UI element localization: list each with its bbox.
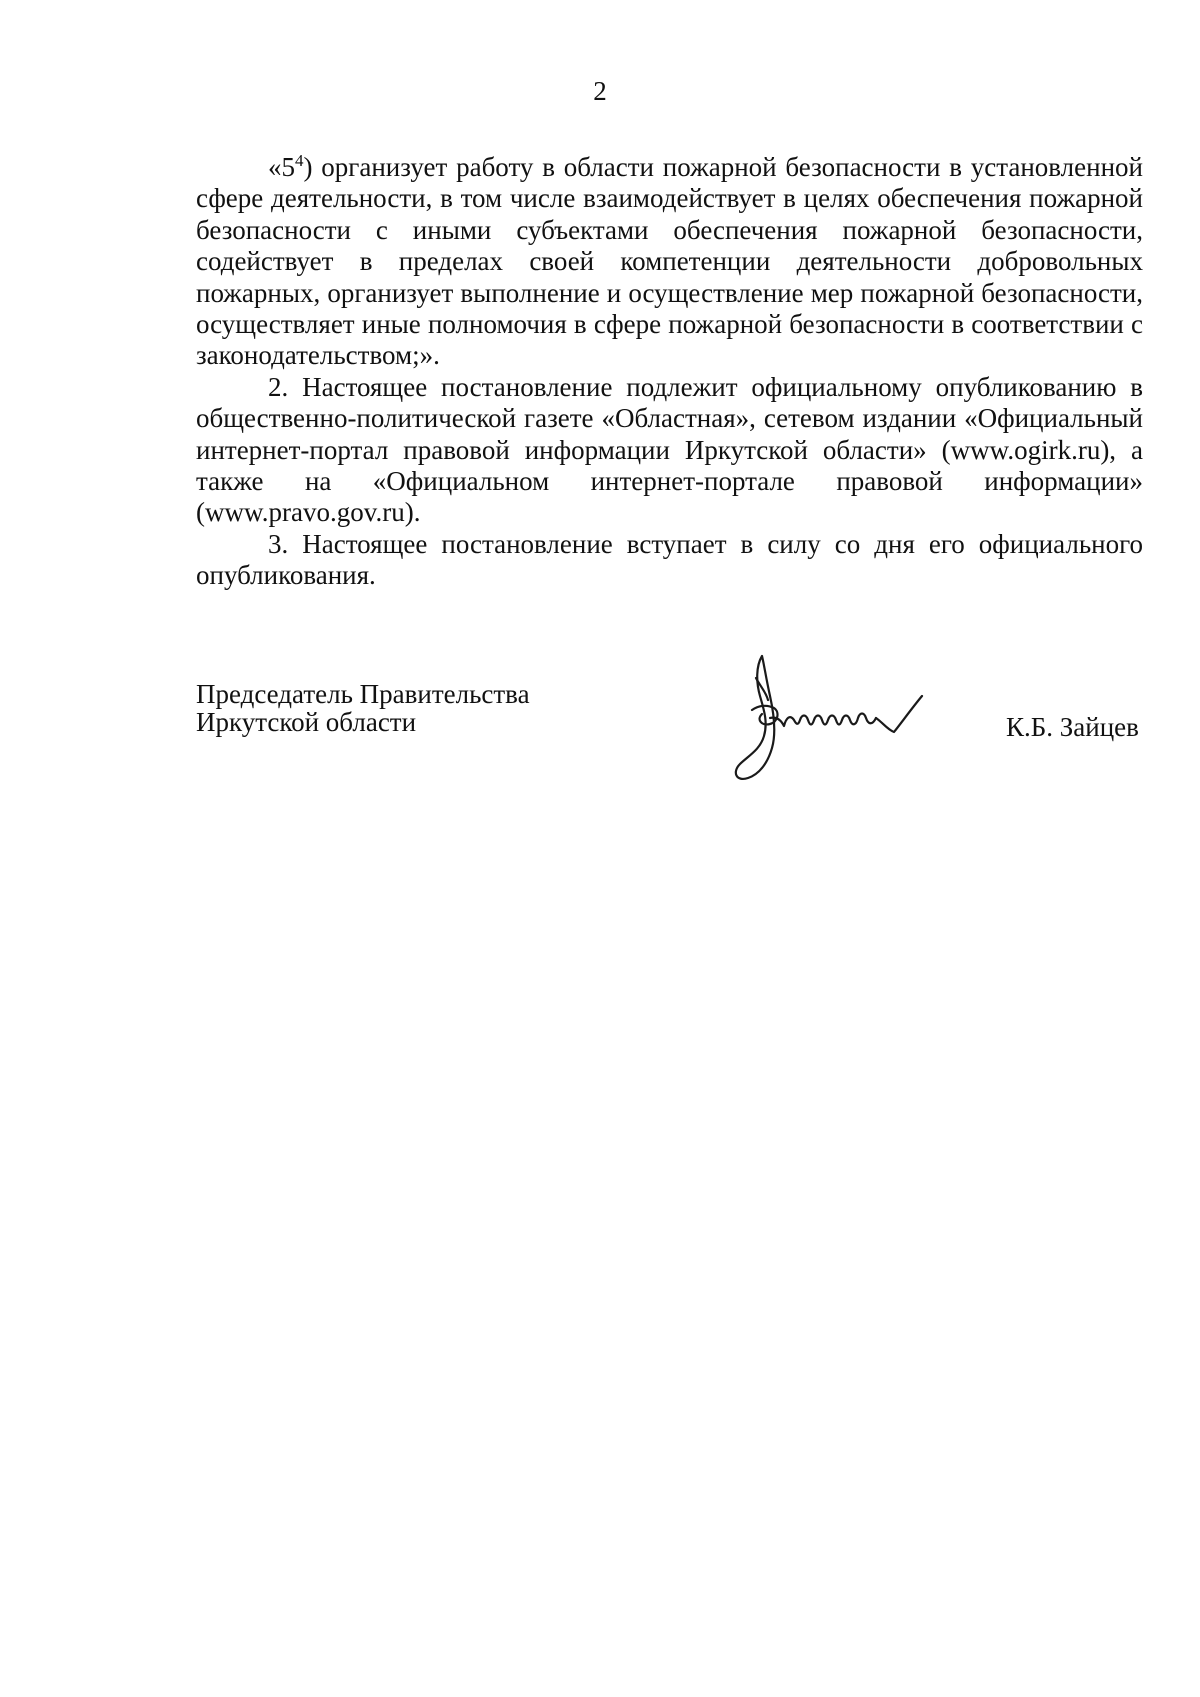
paragraph-3: 3. Настоящее постановление вступает в силу со дня его официального опубликования. xyxy=(196,528,1143,591)
page-number: 2 xyxy=(593,76,607,106)
paragraph-2: 2. Настоящее постановление подлежит официальному опубликованию в общественно-политической газете «Областная», сетевом издании «Официальный интернет-портал правовой информации Иркутской области» (www.ogirk.ru), а также на «Официальном интернет-портале правовой информации» (www.pravo.gov.ru). xyxy=(196,371,1143,528)
signatory-position xyxy=(196,680,530,736)
signatory-position-line-1: Председатель Правительства xyxy=(196,679,530,709)
document-body xyxy=(196,152,1143,592)
paragraph-5-4-superscript: 4 xyxy=(295,151,304,170)
signer-name: К.Б. Зайцев xyxy=(1006,712,1139,742)
paragraph-5-4-text: ) организует работу в области пожарной безопасности в установленной сфере деятельности, в том числе взаимодействует в целях обеспечения пожарной безопасности с иными субъектами обеспечения пожарной безопасности, содействует в пределах своей компетенции деятельности добровольных пожарных, организует выполнение и осуществление мер пожарной безопасности, осуществляет иные полномочия в сфере пожарной безопасности в соответствии с законодательством;». xyxy=(196,152,1143,371)
handwritten-signature xyxy=(726,652,954,782)
signatory-position-line-2: Иркутской области xyxy=(196,707,417,737)
paragraph-5-4 xyxy=(196,152,1143,372)
paragraph-5-4-prefix: «5 xyxy=(268,152,295,182)
